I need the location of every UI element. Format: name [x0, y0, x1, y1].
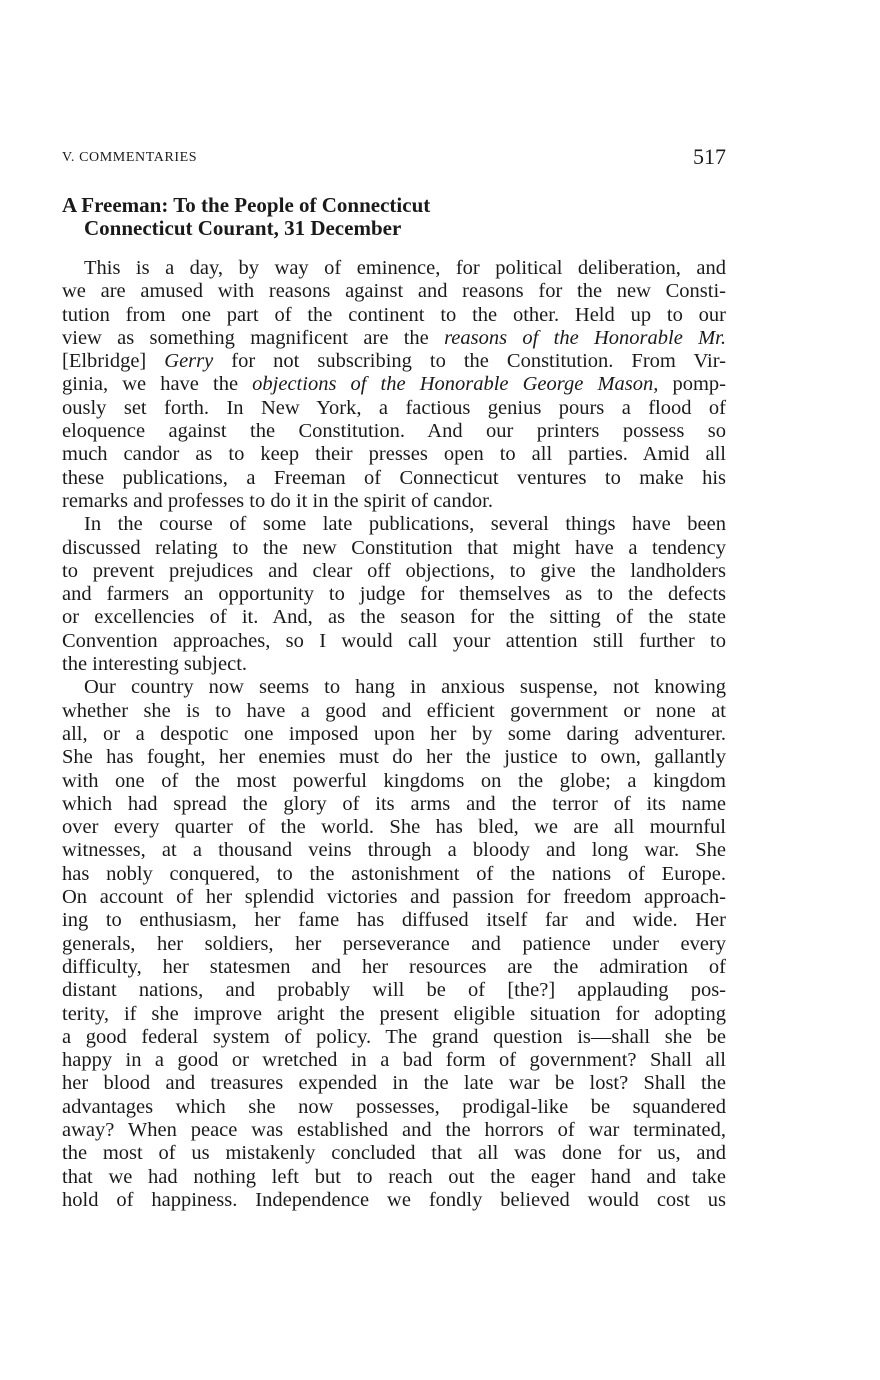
- text-line: a good federal system of policy. The grand question is—shall she be: [62, 1025, 726, 1048]
- text-line: generals, her soldiers, her perseverance and patience under every: [62, 932, 726, 955]
- text-line: to prevent prejudices and clear off objections, to give the landholders: [62, 559, 726, 582]
- text-line: This is a day, by way of eminence, for political deliberation, and: [84, 257, 726, 279]
- running-head: [62, 144, 726, 172]
- article-body: [62, 257, 726, 1212]
- text-line: we are amused with reasons against and reasons for the new Consti-: [62, 280, 726, 303]
- text-line: away? When peace was established and the horrors of war terminated,: [62, 1118, 726, 1141]
- text-line: discussed relating to the new Constitution that might have a tendency: [62, 536, 726, 559]
- text-line: with one of the most powerful kingdoms on the globe; a kingdom: [62, 769, 726, 792]
- text-line: which had spread the glory of its arms and the terror of its name: [62, 792, 726, 815]
- paragraph: [62, 513, 726, 676]
- text-line: Our country now seems to hang in anxious suspense, not knowing: [84, 676, 726, 699]
- text-line: Convention approaches, so I would call your attention still further to: [62, 629, 726, 652]
- text-line: whether she is to have a good and efficient government or none at: [62, 699, 726, 722]
- text-line: the interesting subject.: [62, 653, 248, 676]
- text-line: remarks and professes to do it in the spirit of candor.: [62, 489, 493, 512]
- text-line: terity, if she improve aright the present eligible situation for adopting: [62, 1002, 726, 1025]
- page-number: 517: [693, 144, 726, 169]
- text-line: has nobly conquered, to the astonishment of the nations of Europe.: [62, 862, 726, 885]
- text-line: or excellencies of it. And, as the season for the sitting of the state: [62, 606, 726, 629]
- italic-title: objections of the Honorable George Mason,: [252, 373, 659, 396]
- paragraph: [62, 676, 726, 1212]
- text-line: all, or a despotic one imposed upon her by some daring adventurer.: [62, 722, 726, 745]
- article-title: A Freeman: To the People of Connecticut: [62, 193, 431, 217]
- text-line: ing to enthusiasm, her fame has diffused itself far and wide. Her: [62, 909, 726, 932]
- text-line: view as something magnificent are the reasons of the Honorable Mr.: [62, 326, 726, 349]
- text-line: difficulty, her statesmen and her resources are the admiration of: [62, 955, 726, 978]
- italic-title: Gerry: [164, 350, 214, 373]
- text-line: She has fought, her enemies must do her the justice to own, gallantly: [62, 746, 726, 769]
- text-line: the most of us mistakenly concluded that all was done for us, and: [62, 1142, 726, 1165]
- italic-title: reasons of the Honorable Mr.: [444, 326, 726, 349]
- text-line: and farmers an opportunity to judge for themselves as to the defects: [62, 583, 726, 606]
- text-line: much candor as to keep their presses open to all parties. Amid all: [62, 443, 726, 466]
- text-line: tution from one part of the continent to the other. Held up to our: [62, 303, 726, 326]
- text-line: [Elbridge] Gerry for not subscribing to the Constitution. From Vir-: [62, 350, 726, 373]
- section-label: V. COMMENTARIES: [62, 150, 198, 165]
- text-line: over every quarter of the world. She has bled, we are all mournful: [62, 816, 726, 839]
- text-line: advantages which she now possesses, prodigal-like be squandered: [62, 1095, 726, 1118]
- text-line: On account of her splendid victories and passion for freedom approach-: [62, 886, 726, 909]
- text-line: In the course of some late publications, several things have been: [84, 513, 726, 536]
- text-line: ginia, we have the objections of the Honorable George Mason, pomp-: [62, 373, 726, 396]
- text-line: these publications, a Freeman of Connecticut ventures to make his: [62, 466, 726, 489]
- text-line: hold of happiness. Independence we fondly believed would cost us: [62, 1188, 726, 1211]
- text-line: happy in a good or wretched in a bad form of government? Shall all: [62, 1049, 726, 1072]
- paragraph: [62, 257, 726, 513]
- text-line: eloquence against the Constitution. And our printers possess so: [62, 420, 726, 443]
- article-heading: [62, 194, 726, 240]
- text-line: ously set forth. In New York, a factious genius pours a flood of: [62, 396, 726, 419]
- text-line: distant nations, and probably will be of [the?] applauding pos-: [62, 979, 726, 1002]
- article-source-date: Connecticut Courant, 31 December: [84, 216, 402, 240]
- text-line: her blood and treasures expended in the late war be lost? Shall the: [62, 1072, 726, 1095]
- text-line: that we had nothing left but to reach out the eager hand and take: [62, 1165, 726, 1188]
- text-line: witnesses, at a thousand veins through a bloody and long war. She: [62, 839, 726, 862]
